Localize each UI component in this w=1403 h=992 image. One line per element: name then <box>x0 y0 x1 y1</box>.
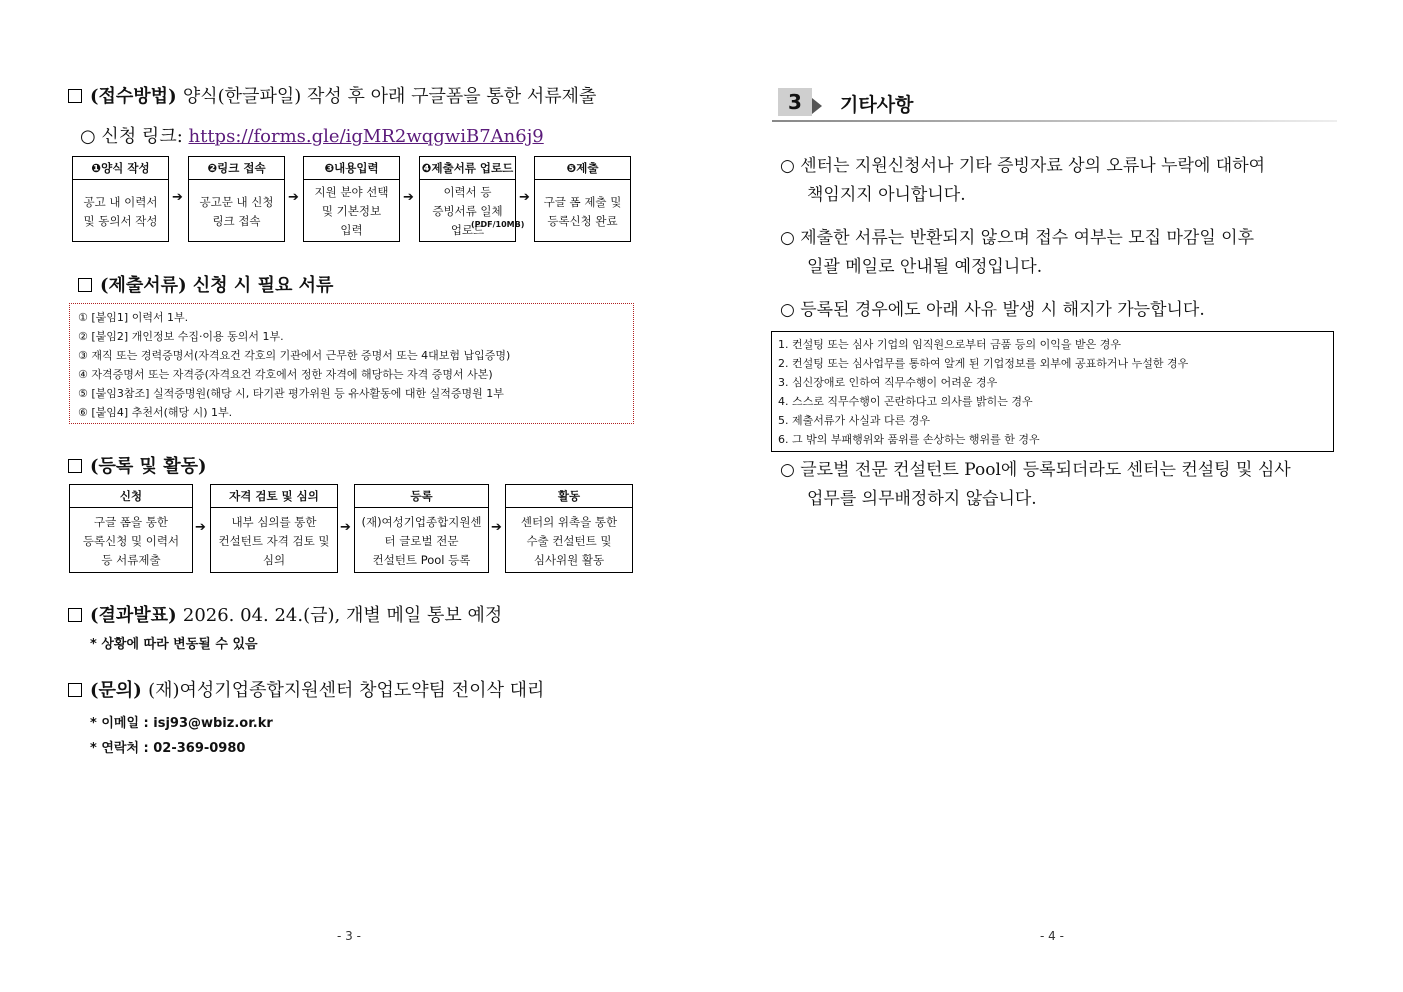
reception-label: (접수방법) <box>90 86 177 107</box>
step-title: 등록 <box>355 485 488 508</box>
step-body: 구글 폼을 통한 등록신청 및 이력서 등 서류제출 <box>82 514 180 567</box>
step-title: 자격 검토 및 심의 <box>211 485 337 508</box>
process-step-1 <box>72 156 169 242</box>
activity-step-4 <box>505 484 633 573</box>
activity-step-3 <box>354 484 489 573</box>
documents-label: (제출서류) <box>100 275 187 296</box>
list-item: ○ 등록된 경우에도 아래 사유 발생 시 해지가 가능합니다. <box>780 300 1205 320</box>
activity-step-2 <box>210 484 338 573</box>
application-link[interactable]: https://forms.gle/igMR2wqgwiB7An6j9 <box>188 126 544 147</box>
list-item: 업무를 의무배정하지 않습니다. <box>807 489 1037 509</box>
arrow-right-icon: ➔ <box>195 520 206 535</box>
section-header <box>772 84 1337 126</box>
contact-email: * 이메일 : isj93@wbiz.or.kr <box>90 716 273 731</box>
list-item: 책임지지 아니합니다. <box>807 185 966 205</box>
step-title: 활동 <box>506 485 632 508</box>
result-text: 2026. 04. 24.(금), 개별 메일 통보 예정 <box>182 605 503 626</box>
link-label: ○ 신청 링크: <box>80 126 183 147</box>
step-body: 내부 심의를 통한 컨설턴트 자격 검토 및 심의 <box>218 514 330 567</box>
result-label: (결과발표) <box>90 605 177 626</box>
arrow-right-icon: ➔ <box>519 190 530 205</box>
arrow-right-icon: ➔ <box>288 190 299 205</box>
checkbox-square-icon <box>78 278 92 292</box>
step-body: 센터의 위촉을 통한 수출 컨설턴트 및 심사위원 활동 <box>520 514 618 567</box>
list-item: 5. 제출서류가 사실과 다른 경우 <box>778 414 930 427</box>
activity-step-1 <box>69 484 193 573</box>
checkbox-square-icon <box>68 89 82 103</box>
termination-reasons-box <box>771 331 1334 452</box>
contact-text: (재)여성기업종합지원센터 창업도약팀 전이삭 대리 <box>148 680 545 701</box>
step-title: ❶양식 작성 <box>73 157 168 180</box>
documents-heading <box>78 271 333 297</box>
result-note: * 상황에 따라 변동될 수 있음 <box>90 637 258 652</box>
step-body: 구글 폼 제출 및 등록신청 완료 <box>543 194 622 228</box>
upload-limit-note: (PDF/10MB) <box>471 220 525 229</box>
list-item: 1. 컨설팅 또는 심사 기업의 임직원으로부터 금품 등의 이익을 받은 경우 <box>778 338 1121 351</box>
activity-heading <box>68 452 207 478</box>
list-item: ⑥ [붙임4] 추천서(해당 시) 1부. <box>78 406 233 419</box>
arrow-right-icon: ➔ <box>340 520 351 535</box>
step-body: 공고문 내 신청 링크 접속 <box>199 194 274 228</box>
list-item: ○ 센터는 지원신청서나 기타 증빙자료 상의 오류나 누락에 대하여 <box>780 156 1266 176</box>
step-body <box>420 180 515 243</box>
list-item: 일괄 메일로 안내될 예정입니다. <box>807 257 1043 277</box>
checkbox-square-icon <box>68 608 82 622</box>
list-item: ① [붙임1] 이력서 1부. <box>78 311 189 324</box>
page-number: - 4 - <box>1040 929 1064 943</box>
section-underline <box>772 120 1337 122</box>
step-body: 지원 분야 선택 및 기본정보 입력 <box>314 185 389 237</box>
checkbox-square-icon <box>68 683 82 697</box>
reception-heading <box>68 82 596 108</box>
checkbox-square-icon <box>68 459 82 473</box>
section-arrow-icon <box>812 98 822 114</box>
step-title: ❸내용입력 <box>304 157 399 180</box>
step-title: ❹제출서류 업로드 <box>420 157 515 180</box>
process-step-3 <box>303 156 400 242</box>
list-item: ③ 재직 또는 경력증명서(자격요건 각호의 기관에서 근무한 증명서 또는 4대보험 납입증명) <box>78 349 511 362</box>
process-step-5 <box>534 156 631 242</box>
arrow-right-icon: ➔ <box>172 190 183 205</box>
list-item: 3. 심신장애로 인하여 직무수행이 어려운 경우 <box>778 376 998 389</box>
list-item: ○ 글로벌 전문 컨설턴트 Pool에 등록되더라도 센터는 컨설팅 및 심사 <box>780 460 1291 480</box>
documents-text: 신청 시 필요 서류 <box>192 275 334 296</box>
result-heading <box>68 601 502 627</box>
list-item: 6. 그 밖의 부패행위와 품위를 손상하는 행위를 한 경우 <box>778 433 1040 446</box>
notes-list <box>780 152 1340 325</box>
list-item: 2. 컨설팅 또는 심사업무를 통하여 알게 된 기업정보를 외부에 공표하거나 누설한 경우 <box>778 357 1189 370</box>
contact-phone: * 연락처 : 02-369-0980 <box>90 741 246 756</box>
step-body-text: 이력서 등 증빙서류 일체 업로드 <box>432 185 503 237</box>
step-body: 공고 내 이력서 및 동의서 작성 <box>83 194 158 228</box>
list-item: ④ 자격증명서 또는 자격증(자격요건 각호에서 정한 자격에 해당하는 자격 증명서 사본) <box>78 368 493 381</box>
activity-label: (등록 및 활동) <box>90 456 207 477</box>
contact-heading <box>68 676 544 702</box>
section-number: 3 <box>778 88 812 116</box>
arrow-right-icon: ➔ <box>491 520 502 535</box>
step-title: ❺제출 <box>535 157 630 180</box>
section-title: 기타사항 <box>840 94 914 116</box>
contact-label: (문의) <box>90 680 142 701</box>
step-body: (재)여성기업종합지원센 터 글로벌 전문 컨설턴트 Pool 등록 <box>361 514 482 567</box>
application-link-line <box>80 122 544 148</box>
list-item: ⑤ [붙임3참조] 실적증명원(해당 시, 타기관 평가위원 등 유사활동에 대한 실적증명원 1부 <box>78 387 504 400</box>
step-title: 신청 <box>70 485 192 508</box>
reception-text: 양식(한글파일) 작성 후 아래 구글폼을 통한 서류제출 <box>182 86 597 107</box>
list-item: ② [붙임2] 개인정보 수집·이용 동의서 1부. <box>78 330 284 343</box>
process-step-4 <box>419 156 516 242</box>
process-step-2 <box>188 156 285 242</box>
last-note <box>780 456 1340 514</box>
page-number: - 3 - <box>337 929 361 943</box>
list-item: 4. 스스로 직무수행이 곤란하다고 의사를 밝히는 경우 <box>778 395 1033 408</box>
step-title: ❷링크 접속 <box>189 157 284 180</box>
documents-list <box>69 303 634 424</box>
list-item: ○ 제출한 서류는 반환되지 않으며 접수 여부는 모집 마감일 이후 <box>780 228 1255 248</box>
arrow-right-icon: ➔ <box>403 190 414 205</box>
